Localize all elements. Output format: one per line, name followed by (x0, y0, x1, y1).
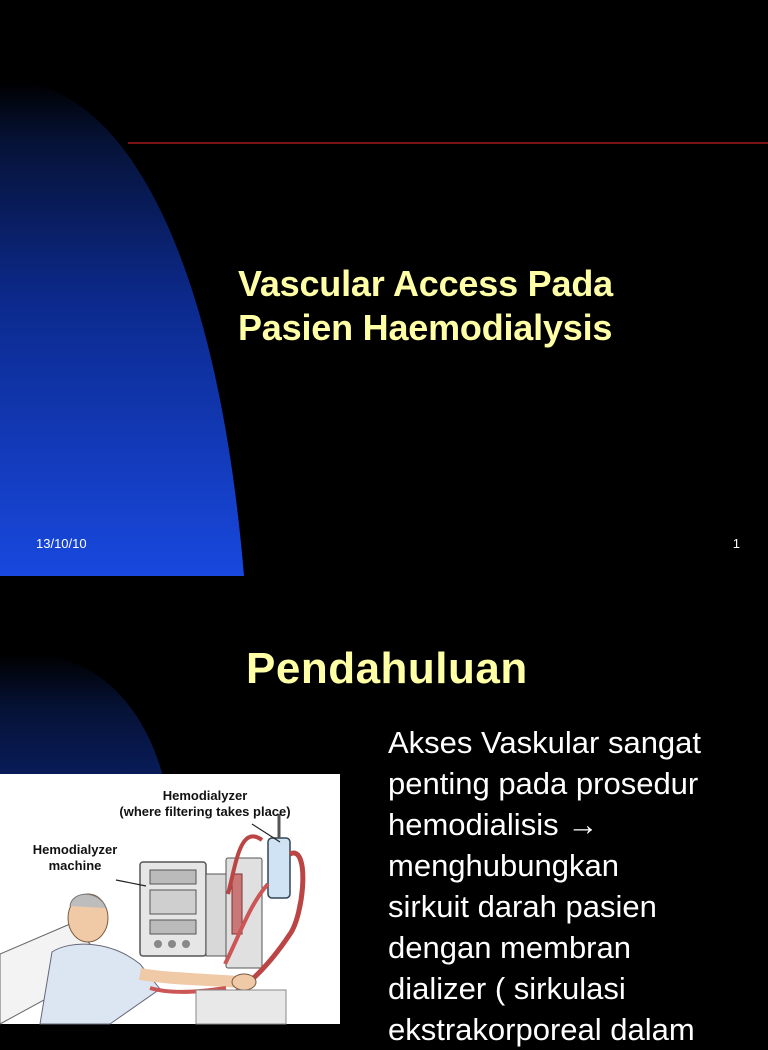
page-number: 1 (732, 536, 740, 551)
machine-label-line-1: Hemodialyzer (32, 842, 118, 857)
hemodialyzer-label-sub: (where filtering takes place) (119, 804, 291, 819)
title-rule (128, 142, 768, 144)
machine-label-line-2: machine (48, 858, 102, 873)
body-line: sirkuit darah pasien (388, 889, 657, 924)
hemodialysis-illustration (0, 774, 340, 1024)
slide-title (238, 262, 738, 350)
slide-heading: Pendahuluan (246, 644, 528, 693)
footer-date: 13/10/10 (36, 536, 87, 551)
machine-label (10, 842, 140, 874)
body-line: penting pada prosedur (388, 766, 699, 801)
body-line: dengan membran (388, 930, 631, 965)
hemodialyzer-label-title: Hemodialyzer (162, 788, 248, 803)
body-line: ekstrakorporeal dalam (388, 1012, 695, 1047)
title-line-2: Pasien Haemodialysis (238, 307, 613, 348)
body-line: dializer ( sirkulasi (388, 971, 626, 1006)
body-line: Akses Vaskular sangat (388, 725, 702, 760)
hemodialyzer-label (90, 788, 320, 820)
body-text (388, 722, 758, 1050)
title-line-1: Vascular Access Pada (238, 263, 613, 304)
blue-arc-decoration (0, 0, 256, 576)
slide-2 (0, 600, 768, 1047)
body-line: menghubungkan (388, 848, 619, 883)
body-line: hemodialisis → (388, 807, 599, 842)
